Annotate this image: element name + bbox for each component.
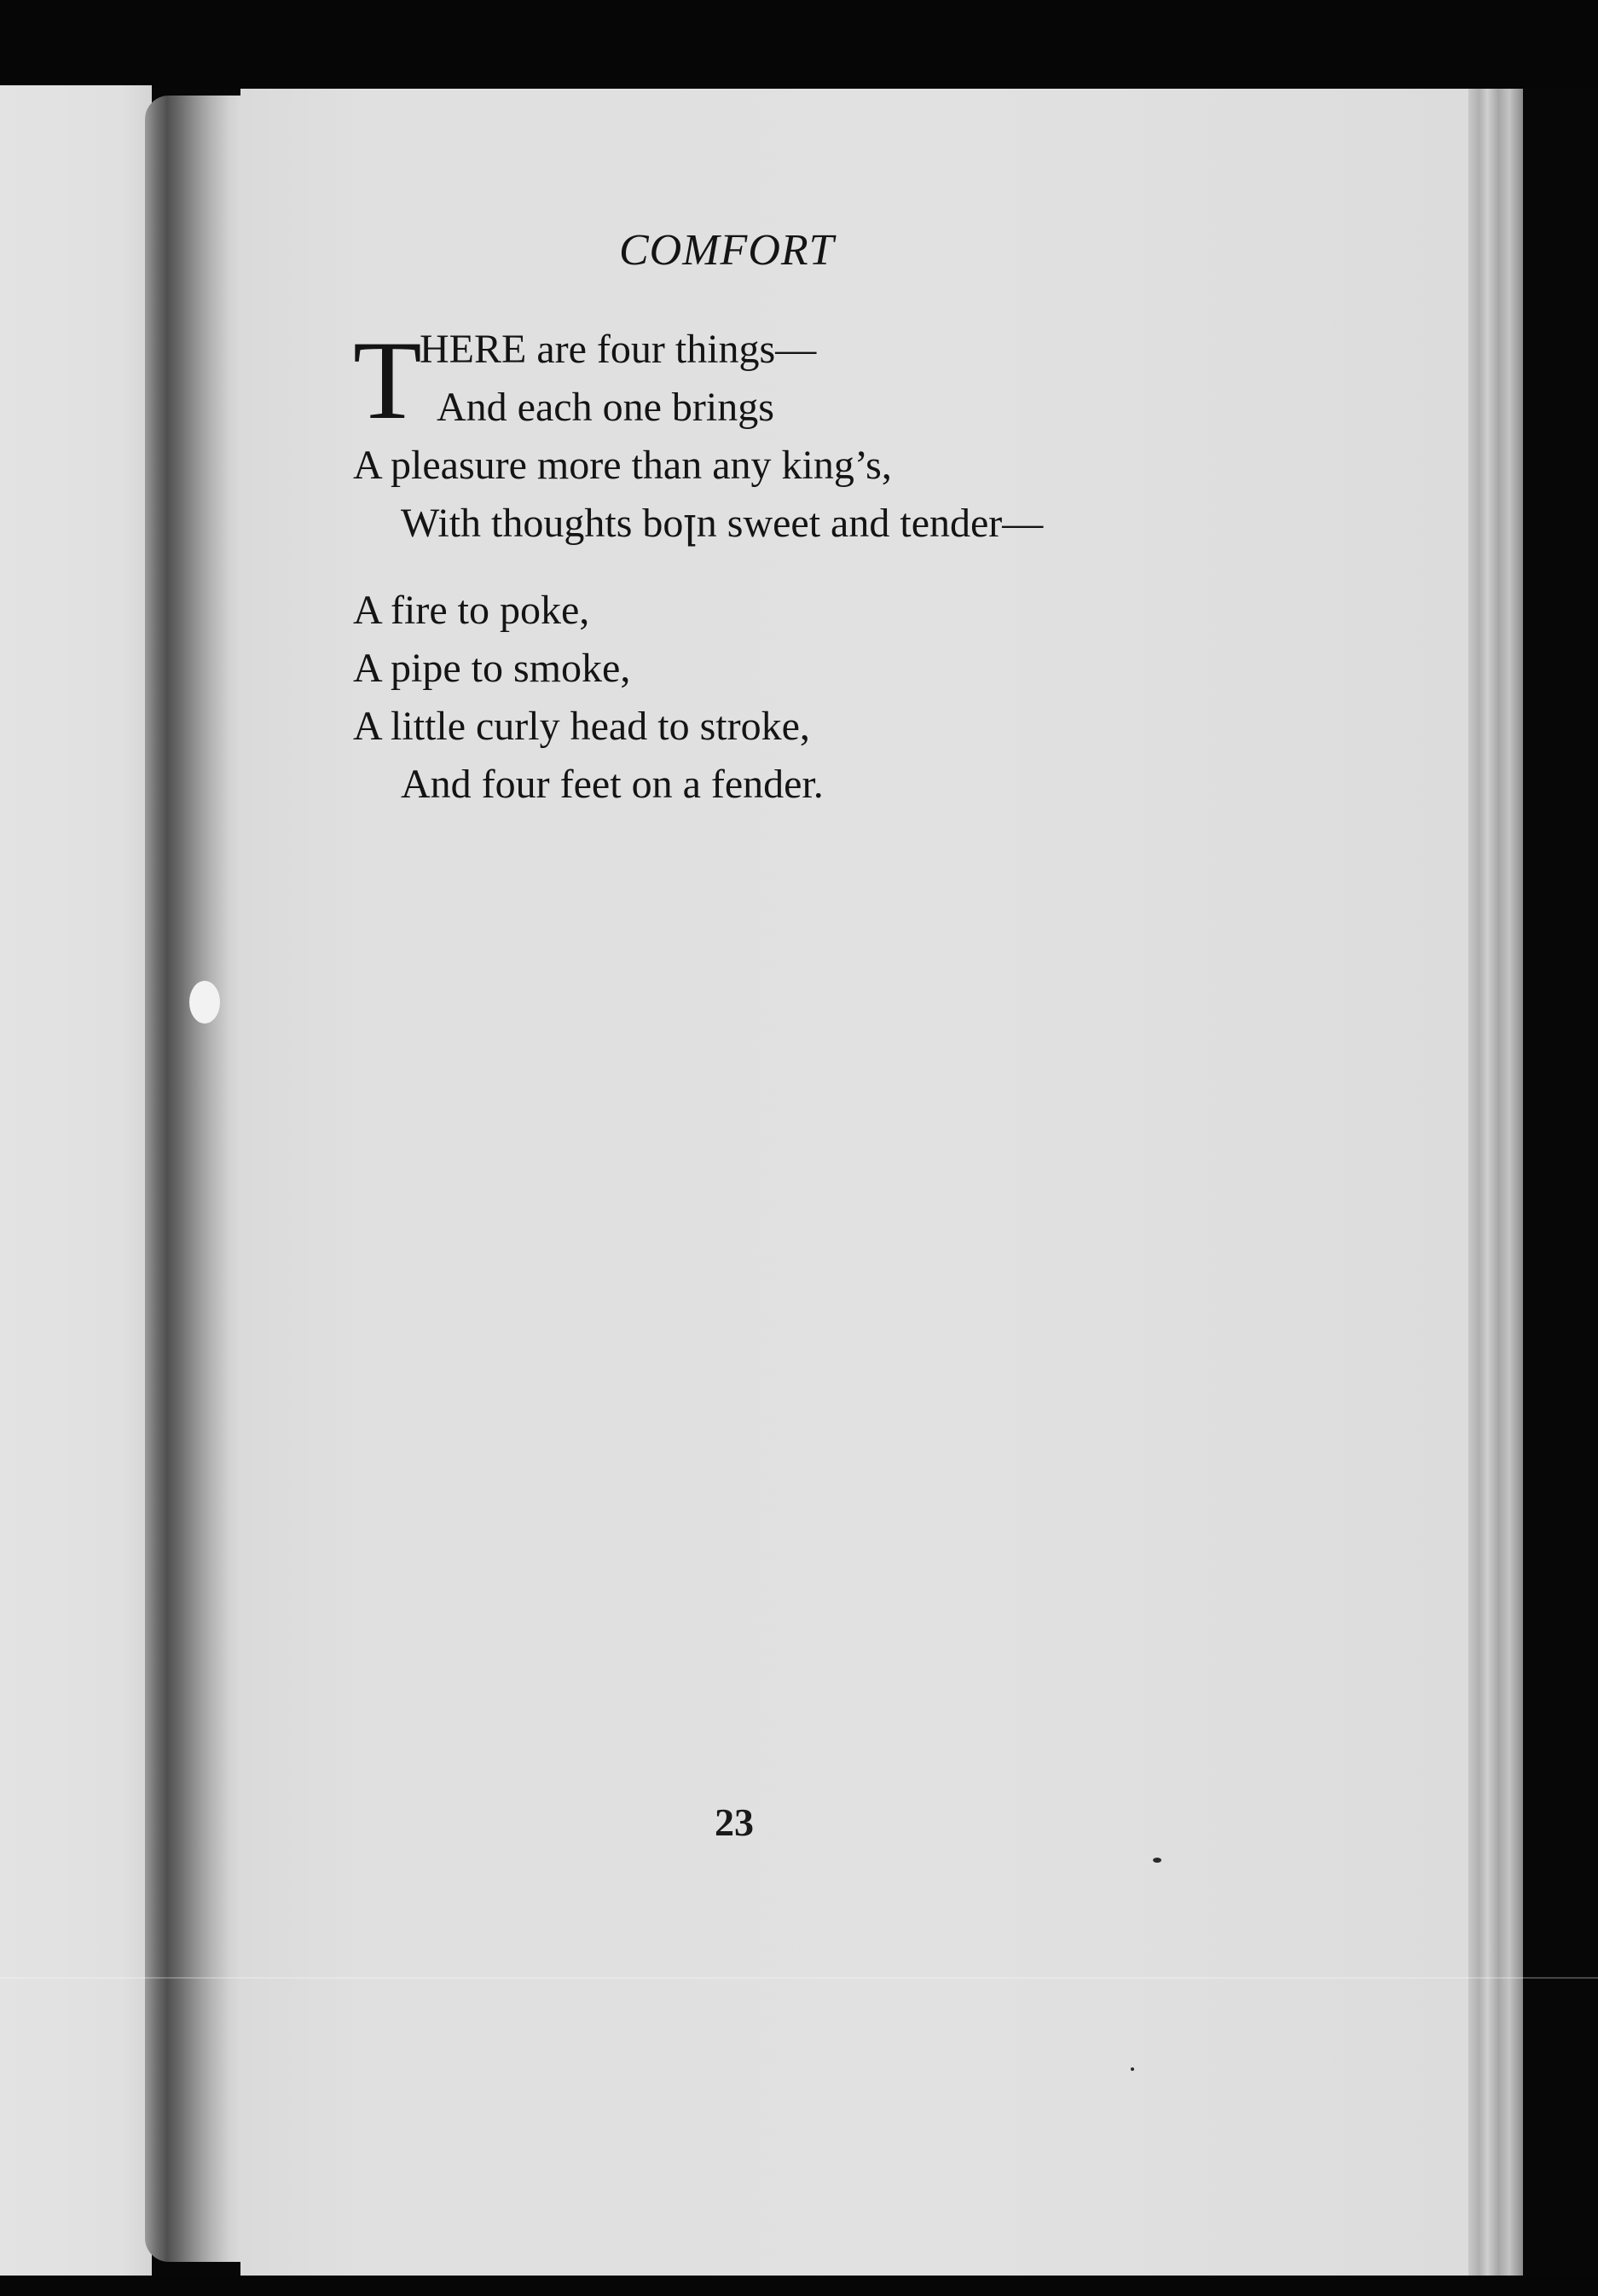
gutter-mark <box>189 981 220 1023</box>
poem-line: A little curly head to stroke, <box>353 704 810 749</box>
poem-title: COMFORT <box>619 226 835 275</box>
page-stack-edge <box>1468 89 1523 2279</box>
poem-line: HERE are four things— <box>420 327 817 372</box>
ink-speck <box>1153 1858 1161 1863</box>
page-number: 23 <box>715 1800 754 1844</box>
poem-line: A fire to poke, <box>353 588 590 633</box>
poem-line: With thoughts boꞁn sweet and tender— <box>401 501 1044 546</box>
poem-line: A pleasure more than any king’s, <box>353 443 892 488</box>
poem-line: And four feet on a fender. <box>401 762 824 807</box>
drop-cap: T <box>353 317 422 443</box>
facing-page-edge <box>0 85 152 2277</box>
scan-border-top <box>0 0 1598 89</box>
ink-speck <box>1131 2067 1134 2071</box>
book-gutter <box>145 96 246 2262</box>
poem-line: A pipe to smoke, <box>353 646 631 691</box>
book-page <box>240 89 1475 2279</box>
scan-line <box>0 1977 1598 1979</box>
poem-line: And each one brings <box>437 385 774 430</box>
scan-border-bottom <box>0 2276 1598 2296</box>
